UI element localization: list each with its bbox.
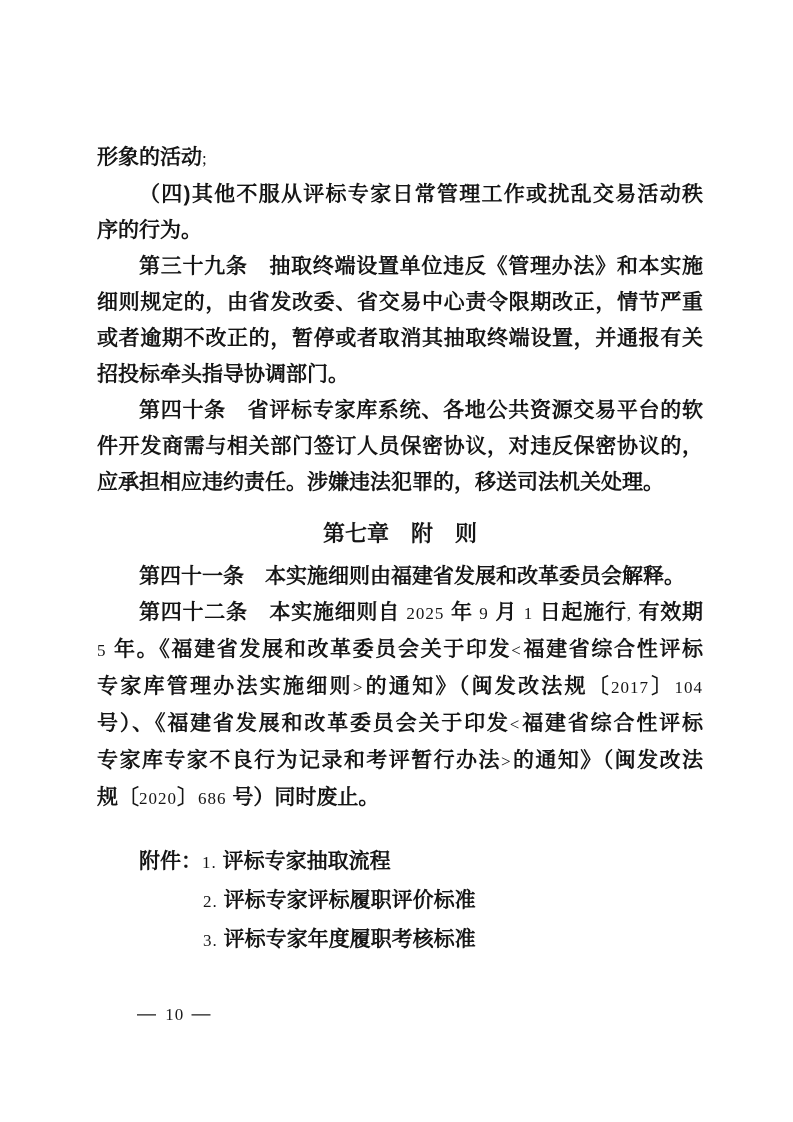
text-line: 第四十条 省评标专家库系统、各地公共资源交易平台的软 xyxy=(139,399,703,422)
text-line: 招投标牵头指导协调部门。 xyxy=(97,363,349,386)
text-line: 第四十二条 本实施细则自 2025 年 9 月 1 日起施行, 有效期 xyxy=(139,601,703,624)
article-39 xyxy=(97,249,703,393)
attachments-label: 附件： xyxy=(139,850,202,873)
text-line: 序的行为。 xyxy=(97,219,202,242)
text-line: 5 年。《福建省发展和改革委员会关于印发<福建省综合性评标 xyxy=(97,638,704,661)
article-42 xyxy=(97,595,703,817)
attachment-item-text: 3. 评标专家年度履职考核标准 xyxy=(203,928,476,951)
article-41 xyxy=(97,559,703,595)
text-line: 第四十一条 本实施细则由福建省发展和改革委员会解释。 xyxy=(139,565,685,588)
text-line: 规〔2020〕686 号）同时废止。 xyxy=(97,786,380,809)
text-line: 第三十九条 抽取终端设置单位违反《管理办法》和本实施 xyxy=(139,255,703,278)
page-number: — 10 — xyxy=(137,1004,213,1025)
attachment-item-text: 1. 评标专家抽取流程 xyxy=(202,850,391,873)
text-line: 专家库管理办法实施细则>的通知》（闽发改法规〔2017〕104 xyxy=(97,675,704,698)
text-line: 细则规定的，由省发改委、省交易中心责令限期改正，情节严重 xyxy=(97,291,703,314)
text-line: 件开发商需与相关部门签订人员保密协议，对违反保密协议的， xyxy=(97,435,703,458)
article-40 xyxy=(97,393,703,501)
text-line: 形象的活动; xyxy=(97,146,208,169)
attachment-item xyxy=(139,882,703,921)
body-paragraphs xyxy=(97,140,703,501)
document-content xyxy=(97,140,703,960)
text-line: （四)其他不服从评标专家日常管理工作或扰乱交易活动秩 xyxy=(139,183,703,206)
text-line: 应承担相应违约责任。涉嫌违法犯罪的，移送司法机关处理。 xyxy=(97,471,664,494)
attachments-block xyxy=(139,843,703,960)
attachment-item xyxy=(139,843,703,882)
closing-paragraphs xyxy=(97,559,703,817)
attachment-item-text: 2. 评标专家评标履职评价标准 xyxy=(203,889,476,912)
para-item-four xyxy=(97,177,703,249)
text-line: 或者逾期不改正的，暂停或者取消其抽取终端设置，并通报有关 xyxy=(97,327,703,350)
text-line: 号）、《福建省发展和改革委员会关于印发<福建省综合性评标 xyxy=(97,712,703,735)
text-line: 专家库专家不良行为记录和考评暂行办法>的通知》（闽发改法 xyxy=(97,749,703,772)
chapter-heading: 第七章 附 则 xyxy=(322,521,477,546)
attachment-item xyxy=(139,921,703,960)
para-carryover xyxy=(97,140,703,177)
